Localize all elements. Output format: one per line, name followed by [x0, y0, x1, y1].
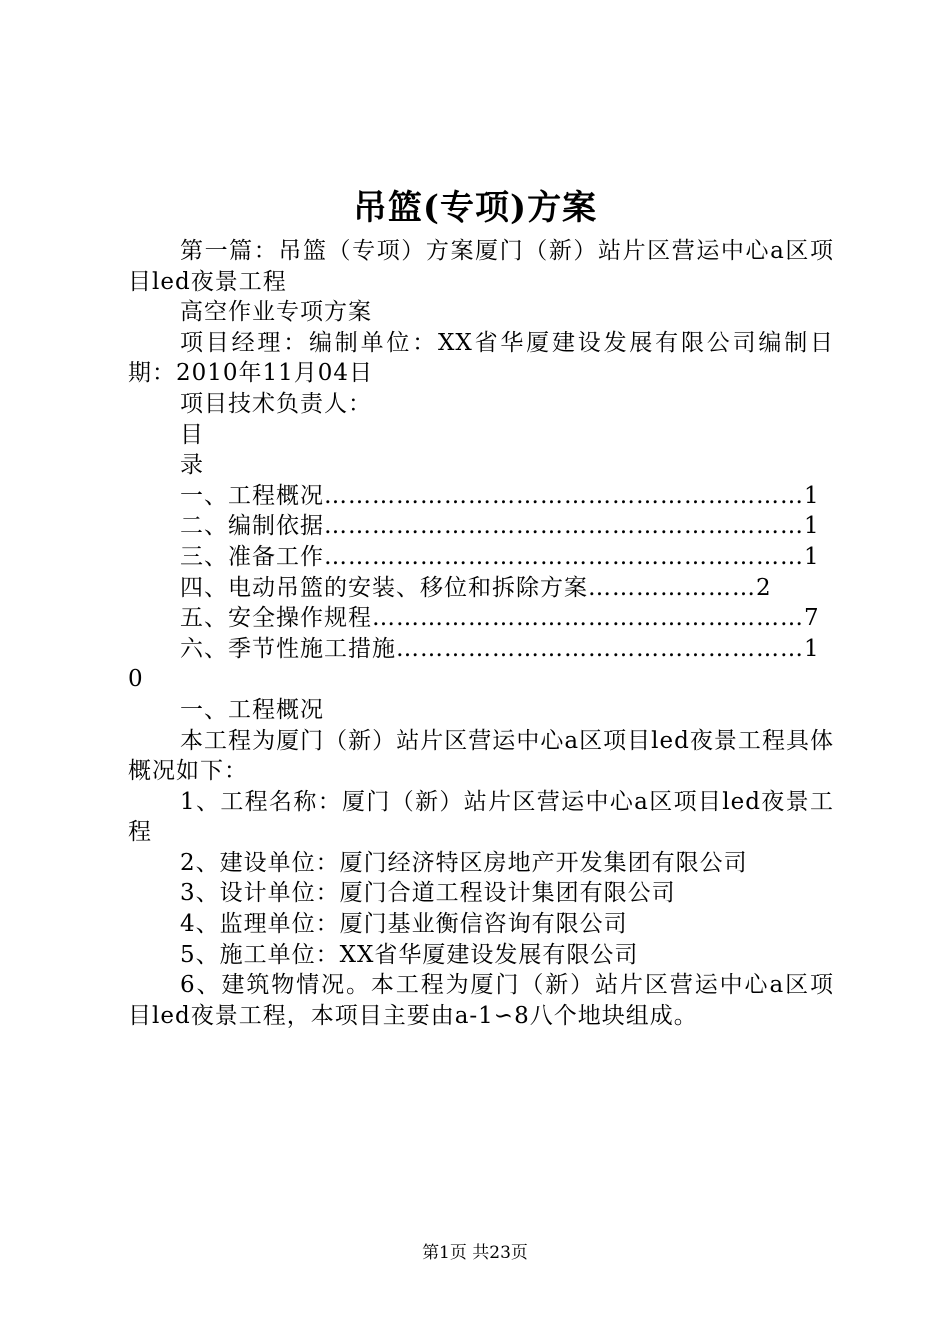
paragraph-tech-lead: 项目技术负责人：	[180, 390, 372, 417]
page-number-footer: 第1页 共23页	[422, 1243, 528, 1263]
paragraph-subtitle: 高空作业专项方案	[180, 299, 372, 326]
toc-entry: 五、安全操作规程………………………………………………7	[180, 605, 820, 632]
section-paragraph: 本工程为厦门（新）站片区营运中心a区项目led夜景工程具体概况如下：	[128, 727, 834, 785]
toc-entry: 六、季节性施工措施……………………………………………10	[128, 635, 820, 693]
toc-entry: 二、编制依据……………………………………………………1	[180, 513, 820, 540]
toc-heading-part2: 录	[180, 452, 204, 479]
paragraph-manager: 项目经理：编制单位：XX省华厦建设发展有限公司编制日期：2010年11月04日	[128, 329, 834, 387]
document-title: 吊篮(专项)方案	[352, 188, 598, 228]
section-paragraph: 3、设计单位：厦门合道工程设计集团有限公司	[180, 880, 676, 907]
section-paragraph: 5、施工单位：XX省华厦建设发展有限公司	[180, 941, 639, 968]
toc-entry: 四、电动吊篮的安装、移位和拆除方案…………………2	[180, 574, 772, 601]
section-paragraph: 2、建设单位：厦门经济特区房地产开发集团有限公司	[180, 849, 748, 876]
document-body	[128, 236, 834, 1031]
section-paragraph: 1、工程名称：厦门（新）站片区营运中心a区项目led夜景工程	[128, 788, 834, 846]
paragraph-intro: 第一篇：吊篮（专项）方案厦门（新）站片区营运中心a区项目led夜景工程	[128, 238, 834, 295]
toc-entry: 一、工程概况……………………………………………………1	[180, 482, 820, 509]
section-paragraph: 4、监理单位：厦门基业衡信咨询有限公司	[180, 911, 628, 938]
toc-heading-part1: 目	[180, 421, 204, 448]
section-heading: 一、工程概况	[180, 696, 324, 723]
section-paragraph: 6、建筑物情况。本工程为厦门（新）站片区营运中心a区项目led夜景工程，本项目主要由a-1∽8八个地块组成。	[128, 972, 834, 1029]
toc-entry: 三、准备工作……………………………………………………1	[180, 543, 820, 570]
